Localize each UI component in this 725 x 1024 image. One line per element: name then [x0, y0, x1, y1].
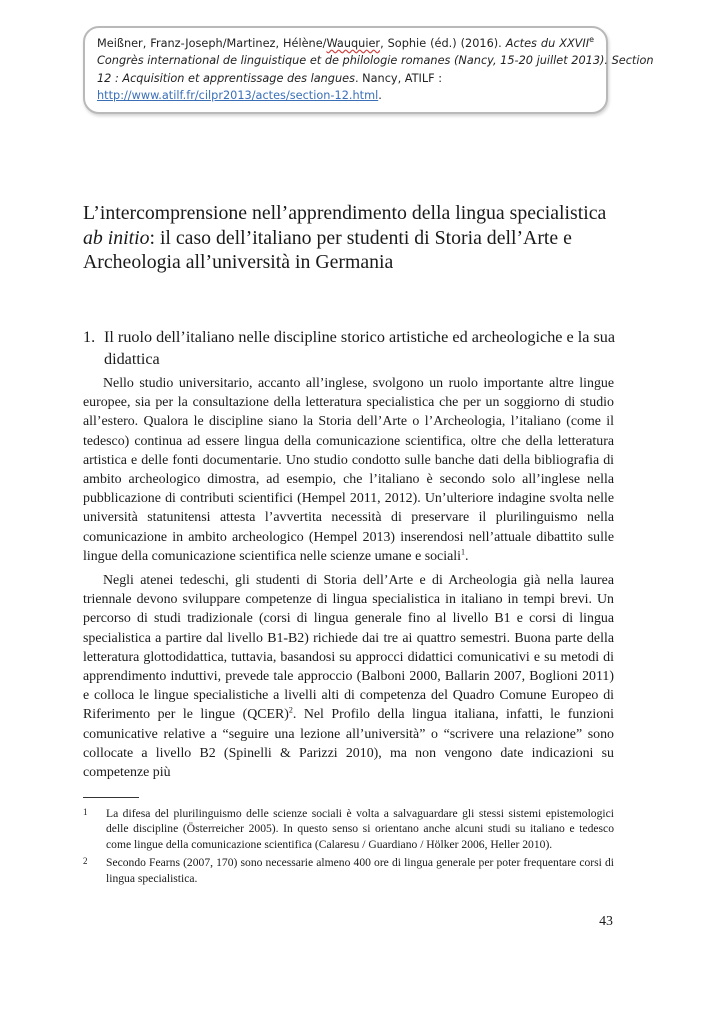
- footnote-2-text: Secondo Fearns (2007, 170) sono necessarie almeno 400 ore di lingua generale per poter frequentare corsi di lingua specialistica.: [106, 856, 614, 885]
- citation-line-2: [97, 52, 654, 69]
- citation-url-link[interactable]: http://www.atilf.fr/cilpr2013/actes/section-12.html: [97, 89, 379, 103]
- section-heading: [83, 326, 623, 370]
- page-number: 43: [599, 914, 613, 929]
- citation-line-1: [97, 35, 594, 52]
- article-title: [83, 201, 623, 275]
- footnote-1: [83, 806, 614, 852]
- section-number: 1.: [83, 328, 96, 346]
- paragraph-2: [83, 571, 614, 782]
- title-italic-phrase: ab initio: [83, 226, 150, 249]
- citation-url-period: .: [378, 89, 382, 103]
- citation-proceedings-title: Actes du XXVII: [505, 37, 590, 50]
- footnote-1-number: 1: [83, 807, 88, 817]
- paragraph-1-end: .: [464, 548, 469, 564]
- citation-congress: Congrès international de linguistique et de philologie romanes (Nancy, 15-20 juillet 2013). Section: [97, 54, 654, 68]
- citation-author-spellcheck: Wauquier: [326, 37, 381, 50]
- paragraph-2-text: Negli atenei tedeschi, gli studenti di Storia dell’Arte e di Archeologia già nella laurea triennale devono sviluppare competenze di lingua specialistica in italiano in tempi brevi. Un percorso di studi tradizionale (corsi di lingua generale fino al livello B1 e corsi di lingua specialistica a partire dal livello B1-B2) richiede dai tre ai quattro semestri. Buona parte della letteratura glottodidattica, tuttavia, basandosi su approcci didattici comunicativi e su metodi di apprendimento induttivi, prevede tale approccio (Balboni 2000, Ballarin 2007, Boglioni 2011) e colloca le lingue specialistiche a livelli alti di competenza del Quadro Comune Europeo di Riferimento per le lingue (QCER): [83, 573, 614, 723]
- footnote-1-text: La difesa del plurilinguismo delle scienze sociali è volta a salvaguardare gli stessi sistemi epistemologici delle discipline (Österreicher 2005). In questo senso si orientano anche alcuni studi su italiano e tedesco come lingue della comunicazione scientifica (Calaresu / Guardiano / Hölker 2006, Heller 2010).: [106, 807, 614, 851]
- footnotes: [83, 806, 614, 889]
- citation-line-3: [97, 70, 594, 87]
- footnote-ref-2[interactable]: 2: [288, 705, 293, 715]
- body-text: [83, 374, 614, 782]
- footnote-ref-1[interactable]: 1: [460, 547, 465, 557]
- footnote-2-number: 2: [83, 856, 88, 867]
- footnote-2: [83, 855, 614, 886]
- title-part-1: L’intercomprensione nell’apprendimento della lingua specialistica: [83, 202, 607, 224]
- footnote-divider: [83, 797, 139, 798]
- citation-line-4: [97, 87, 594, 104]
- citation-superscript: e: [589, 35, 595, 45]
- paragraph-2-end: . Nel Profilo della lingua italiana, infatti, le funzioni comunicative relative a “seguire una lezione all’università” o “scrivere una relazione” sono collocate a livello B2 (Spinelli & Parizzi 2010), ma non vengono date indicazioni su competenze più: [83, 707, 614, 781]
- title-part-2: : il caso dell’italiano per studenti di Storia dell’Arte e Archeologia all’università in Germania: [83, 226, 572, 274]
- citation-box: [83, 26, 654, 114]
- section-heading-text: Il ruolo dell’italiano nelle discipline storico artistiche ed archeologiche e la sua didattica: [104, 328, 616, 368]
- citation-section: 12 : Acquisition et apprentissage des langues: [97, 71, 355, 85]
- citation-editor-year: , Sophie (éd.) (2016).: [380, 37, 506, 50]
- paragraph-1-text: Nello studio universitario, accanto all’inglese, svolgono un ruolo importante altre lingue europee, sia per la consultazione della letteratura specialistica che per un soggiorno di studio all’estero. Qualora le discipline siano la Storia dell’Arte o l’Archeologia, l’italiano (come il tedesco) continua ad essere lingua della comunicazione scientifica, oltre che della letteratura artistica e delle fonti documentarie. Uno studio condotto sulle banche dati della bibliografia di ambito archeologico dimostra, ad esempio, che l’italiano è secondo solo all’inglese nella pubblicazione di contributi scientifici (Hempel 2011, 2012). Un’ulteriore indagine svolta nelle università statunitensi attesta l’avvertita necessità di preservare il plurilinguismo nella comunicazione in ambito archeologico (Hempel 2013) inserendosi nell’attuale dibattito sulle lingue della comunicazione scientifica nelle scienze umane e sociali: [83, 376, 614, 564]
- citation-authors: Meißner, Franz-Joseph/Martinez, Hélène/: [97, 37, 327, 50]
- citation-publisher: . Nancy, ATILF :: [354, 71, 443, 85]
- paragraph-1: [83, 374, 614, 566]
